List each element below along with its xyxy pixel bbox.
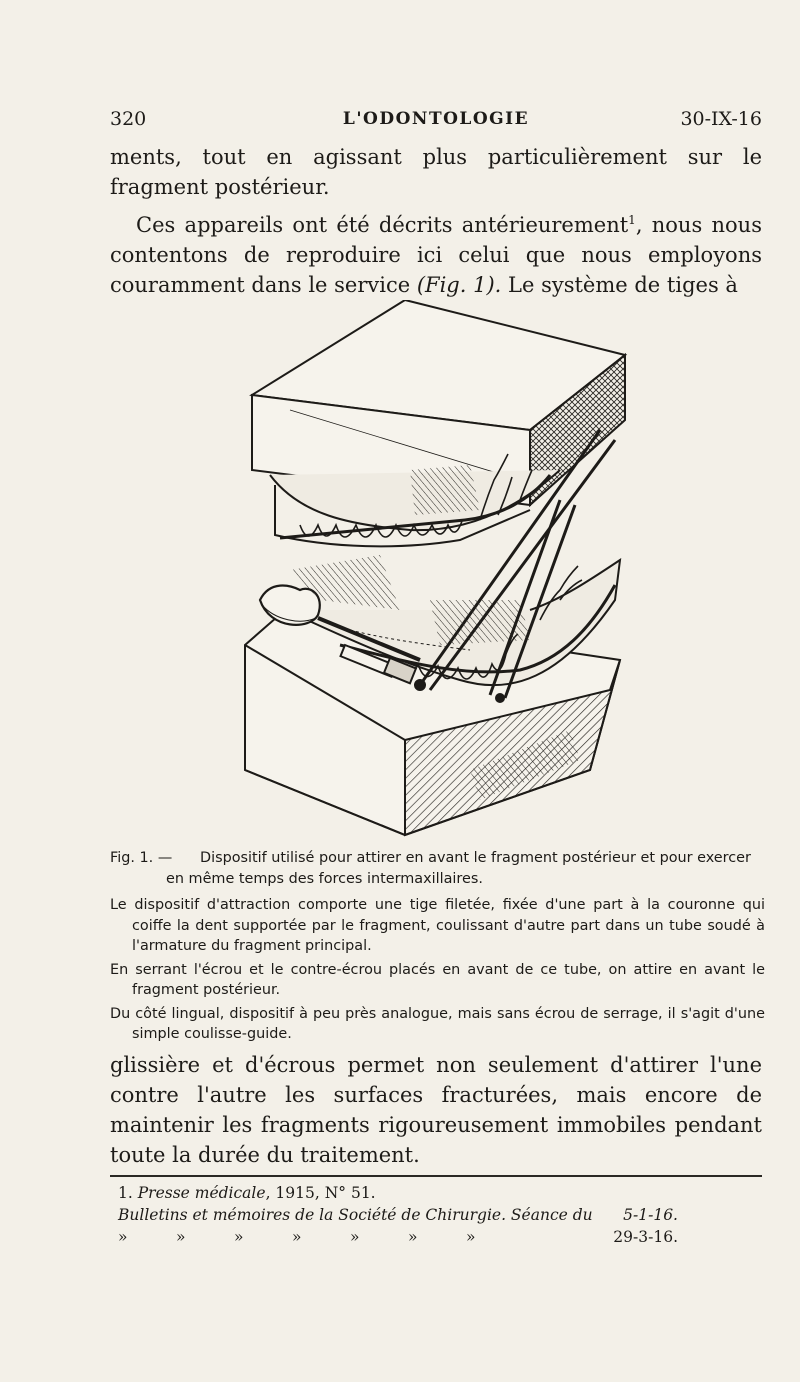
figure-ref[interactable]: (Fig. 1).: [416, 273, 502, 297]
ditto-mark: »: [118, 1228, 128, 1246]
paragraph-continuation: ments, tout en agissant plus particulièrement sur le fragment postérieur.: [110, 145, 762, 199]
dental-splint-illustration: [230, 300, 630, 845]
caption-text: Dispositif utilisé pour attirer en avant le fragment postérieur et pour exercer en même temps des forces intermaxillaires.: [166, 850, 751, 887]
ditto-mark: »: [292, 1228, 302, 1246]
footnote-citation: . Séance du: [501, 1206, 593, 1224]
footnote-2: [118, 1204, 678, 1226]
ditto-mark: »: [176, 1228, 186, 1246]
caption-title: [110, 848, 765, 889]
figure-label: Fig. 1. —: [110, 850, 173, 866]
footnote-citation: , 1915, N° 51.: [265, 1184, 376, 1202]
body-text-top: [110, 142, 762, 300]
footnote-number: 1.: [118, 1184, 133, 1202]
footnote-journal: Presse médicale: [137, 1184, 266, 1202]
footnote-journal: Bulletins et mémoires de la Société de Chirurgie: [118, 1206, 502, 1224]
running-head: [110, 108, 762, 134]
body-text-bottom: [110, 1050, 762, 1170]
text-segment: Ces appareils ont été décrits antérieurement: [136, 213, 629, 237]
text-segment: Le système de tiges à: [501, 273, 738, 297]
footnote-date: 29-3-16.: [613, 1228, 678, 1246]
journal-title: L'ODONTOLOGIE: [342, 109, 530, 129]
ditto-mark: »: [234, 1228, 244, 1246]
caption-note-2: En serrant l'écrou et le contre-écrou placés en avant de ce tube, on attire en avant le fragment postérieur.: [110, 961, 765, 998]
caption-note-1: Le dispositif d'attraction comporte une tige filetée, fixée d'une part à la couronne qui coiffe la dent supportée par le fragment, coulissant d'autre part dans un tube soudé à l'armature du fragment principal.: [110, 897, 765, 954]
caption-note-3: Du côté lingual, dispositif à peu près analogue, mais sans écrou de serrage, il s'agit d'une simple coulisse-guide.: [110, 1005, 765, 1042]
page-number: 320: [110, 108, 147, 130]
footnote-date: 5-1-16.: [623, 1206, 678, 1224]
footnotes: [118, 1182, 678, 1248]
ditto-mark: »: [466, 1228, 476, 1246]
footnote-divider: [110, 1175, 762, 1177]
footnote-ref[interactable]: 1: [628, 213, 636, 227]
paragraph-glissiere: glissière et d'écrous permet non seulement d'attirer l'une contre l'autre les surfaces fracturées, mais encore de maintenir les fragments rigoureusement immobiles pendant toute la durée du traitement.: [110, 1053, 762, 1167]
ditto-mark: »: [350, 1228, 360, 1246]
text-segment: , nous nous contentons de reproduire ici celui que nous employons couramment dans le service: [110, 213, 762, 297]
ditto-mark: »: [408, 1228, 418, 1246]
footnote-3: [118, 1226, 678, 1248]
paragraph-appareils: [110, 205, 762, 300]
figure-caption: [110, 848, 765, 1045]
footnote-1: [118, 1182, 678, 1204]
issue-date: 30-IX-16: [680, 108, 762, 130]
